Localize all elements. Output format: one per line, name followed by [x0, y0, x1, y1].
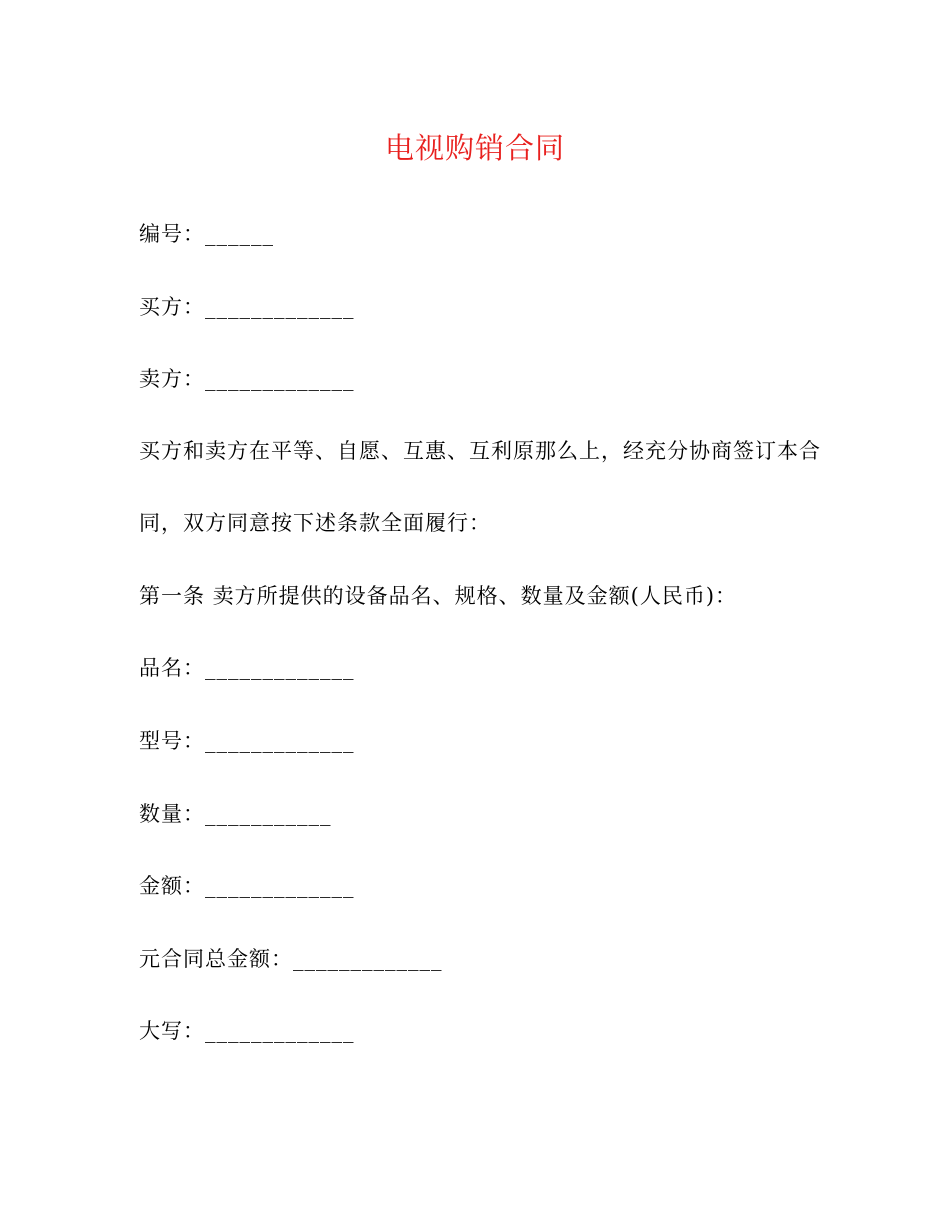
amount-field: 金额：_____________ — [139, 874, 355, 898]
intro-paragraph-line-1: 买方和卖方在平等、自愿、互惠、互利原那么上，经充分协商签订本合 — [139, 439, 821, 463]
seller-field: 卖方：_____________ — [139, 367, 355, 391]
product-name-field: 品名：_____________ — [139, 656, 355, 680]
contract-number-field: 编号：______ — [139, 222, 274, 246]
intro-paragraph-line-2: 同，双方同意按下述条款全面履行： — [139, 511, 491, 535]
article-1-heading: 第一条 卖方所提供的设备品名、规格、数量及金额(人民币)： — [139, 584, 738, 608]
quantity-field: 数量：___________ — [139, 802, 332, 826]
model-field: 型号：_____________ — [139, 729, 355, 753]
uppercase-amount-field: 大写：_____________ — [139, 1019, 355, 1043]
buyer-field: 买方：_____________ — [139, 295, 355, 319]
page-title: 电视购销合同 — [384, 131, 565, 165]
total-amount-field: 元合同总金额：_____________ — [139, 947, 443, 971]
